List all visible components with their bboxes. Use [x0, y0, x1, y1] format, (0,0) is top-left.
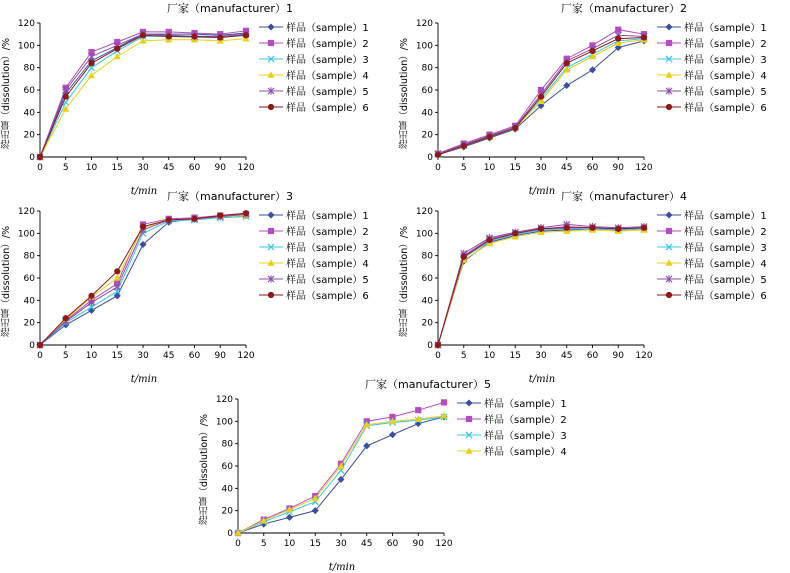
- svg-text:20: 20: [421, 318, 433, 329]
- svg-text:120: 120: [415, 19, 433, 29]
- plot-svg: [412, 203, 652, 373]
- legend-marker-icon: [258, 289, 284, 301]
- legend-label: 样品（sample）3: [484, 431, 567, 442]
- legend-label: 样品（sample）3: [684, 243, 767, 254]
- svg-text:15: 15: [111, 351, 123, 361]
- svg-text:80: 80: [23, 251, 35, 262]
- svg-text:30: 30: [137, 351, 149, 361]
- svg-text:120: 120: [435, 539, 452, 549]
- legend-item[interactable]: [258, 255, 369, 270]
- legend-marker-icon: [258, 69, 284, 81]
- legend-item[interactable]: [258, 287, 369, 302]
- svg-text:120: 120: [17, 207, 35, 217]
- plot-area: [412, 15, 652, 197]
- legend-label: 样品（sample）2: [484, 415, 567, 426]
- svg-text:40: 40: [221, 484, 233, 495]
- svg-text:0: 0: [29, 341, 35, 351]
- chart-title: 厂家（manufacturer）2: [561, 2, 687, 15]
- legend-item[interactable]: [258, 67, 369, 82]
- legend-marker-icon: [656, 241, 682, 253]
- legend-marker-icon: [656, 85, 682, 97]
- legend-marker-icon: [258, 241, 284, 253]
- legend-item[interactable]: [456, 427, 567, 442]
- svg-text:80: 80: [421, 63, 433, 74]
- legend-item[interactable]: [258, 51, 369, 66]
- svg-text:90: 90: [214, 163, 226, 173]
- legend-marker-icon: [258, 85, 284, 97]
- legend-item[interactable]: [656, 51, 767, 66]
- legend-label: 样品（sample）2: [684, 227, 767, 238]
- chart-panel-manufacturer-1: [0, 2, 400, 197]
- chart-panel-manufacturer-4: [398, 190, 790, 385]
- y-axis-label: 溶出量（dissolution）/%: [399, 226, 410, 338]
- legend-item[interactable]: [656, 287, 767, 302]
- legend-label: 样品（sample）6: [286, 291, 369, 302]
- legend-marker-icon: [258, 273, 284, 285]
- svg-text:40: 40: [23, 296, 35, 307]
- svg-text:120: 120: [635, 351, 652, 361]
- legend: [258, 19, 369, 115]
- legend-marker-icon: [258, 37, 284, 49]
- svg-text:60: 60: [586, 351, 599, 361]
- legend-marker-icon: [258, 101, 284, 113]
- chart-title: 厂家（manufacturer）5: [365, 378, 491, 391]
- svg-text:30: 30: [137, 163, 149, 173]
- legend-label: 样品（sample）5: [684, 275, 767, 286]
- legend-item[interactable]: [258, 271, 369, 286]
- svg-text:120: 120: [237, 351, 254, 361]
- chart-title: 厂家（manufacturer）3: [167, 190, 293, 203]
- legend-marker-icon: [656, 273, 682, 285]
- y-axis-label: 溶出量（dissolution）/%: [1, 226, 12, 338]
- x-axis-label: t/min: [328, 562, 356, 573]
- svg-text:60: 60: [386, 539, 399, 549]
- legend-item[interactable]: [656, 19, 767, 34]
- svg-text:5: 5: [460, 351, 467, 361]
- svg-text:100: 100: [415, 41, 433, 52]
- legend-label: 样品（sample）2: [684, 39, 767, 50]
- legend: [258, 207, 369, 303]
- legend-marker-icon: [656, 209, 682, 221]
- legend-label: 样品（sample）4: [286, 71, 369, 82]
- legend-label: 样品（sample）5: [286, 275, 369, 286]
- legend-label: 样品（sample）1: [286, 23, 369, 34]
- legend: [656, 207, 767, 303]
- chart-panel-manufacturer-5: [198, 378, 598, 573]
- legend-marker-icon: [456, 413, 482, 425]
- svg-text:45: 45: [561, 351, 573, 361]
- legend-marker-icon: [456, 429, 482, 441]
- plot-svg: [14, 15, 254, 185]
- svg-text:15: 15: [309, 539, 321, 549]
- svg-text:45: 45: [163, 351, 175, 361]
- svg-text:40: 40: [421, 108, 433, 119]
- legend-item[interactable]: [456, 411, 567, 426]
- svg-text:15: 15: [509, 351, 521, 361]
- svg-text:10: 10: [85, 351, 98, 361]
- svg-text:120: 120: [215, 395, 233, 405]
- legend-marker-icon: [258, 53, 284, 65]
- svg-text:120: 120: [237, 163, 254, 173]
- chart-panel-manufacturer-2: [398, 2, 790, 197]
- legend-item[interactable]: [258, 239, 369, 254]
- svg-text:80: 80: [23, 63, 35, 74]
- legend-item[interactable]: [258, 207, 369, 222]
- legend-label: 样品（sample）3: [286, 243, 369, 254]
- svg-text:5: 5: [62, 351, 69, 361]
- svg-text:0: 0: [427, 153, 433, 163]
- svg-text:0: 0: [37, 351, 43, 361]
- legend-item[interactable]: [258, 223, 369, 238]
- svg-text:0: 0: [235, 539, 241, 549]
- legend-label: 样品（sample）5: [684, 87, 767, 98]
- svg-text:5: 5: [62, 163, 69, 173]
- svg-text:0: 0: [29, 153, 35, 163]
- plot-svg: [412, 15, 652, 185]
- chart-title: 厂家（manufacturer）4: [561, 190, 687, 203]
- legend-item[interactable]: [258, 83, 369, 98]
- legend-item[interactable]: [656, 35, 767, 50]
- legend-marker-icon: [456, 445, 482, 457]
- svg-text:10: 10: [85, 163, 98, 173]
- svg-text:90: 90: [612, 351, 624, 361]
- svg-text:45: 45: [561, 163, 573, 173]
- svg-text:100: 100: [415, 229, 433, 240]
- legend-marker-icon: [656, 289, 682, 301]
- legend-item[interactable]: [656, 99, 767, 114]
- svg-text:80: 80: [221, 439, 233, 450]
- legend: [656, 19, 767, 115]
- legend-item[interactable]: [656, 271, 767, 286]
- legend: [456, 395, 567, 459]
- svg-text:45: 45: [361, 539, 373, 549]
- svg-text:100: 100: [17, 229, 35, 240]
- legend-marker-icon: [656, 101, 682, 113]
- plot-area: [212, 391, 452, 573]
- svg-text:60: 60: [188, 163, 201, 173]
- legend-marker-icon: [656, 225, 682, 237]
- svg-text:60: 60: [188, 351, 201, 361]
- legend-label: 样品（sample）1: [286, 211, 369, 222]
- svg-text:100: 100: [215, 417, 233, 428]
- plot-area: [14, 203, 254, 385]
- legend-label: 样品（sample）6: [684, 291, 767, 302]
- x-axis-label: t/min: [130, 374, 158, 385]
- svg-text:15: 15: [509, 163, 521, 173]
- legend-label: 样品（sample）6: [286, 103, 369, 114]
- legend-item[interactable]: [456, 443, 567, 458]
- plot-area: [412, 203, 652, 385]
- svg-text:60: 60: [23, 86, 35, 96]
- legend-label: 样品（sample）4: [684, 259, 767, 270]
- svg-text:0: 0: [227, 529, 233, 539]
- legend-marker-icon: [258, 209, 284, 221]
- svg-text:15: 15: [111, 163, 123, 173]
- svg-text:20: 20: [23, 130, 35, 141]
- svg-text:100: 100: [17, 41, 35, 52]
- svg-text:20: 20: [221, 506, 233, 517]
- x-axis-label: t/min: [528, 374, 556, 385]
- svg-text:0: 0: [37, 163, 43, 173]
- svg-text:5: 5: [460, 163, 467, 173]
- legend-marker-icon: [656, 69, 682, 81]
- legend-label: 样品（sample）3: [684, 55, 767, 66]
- x-axis-label: t/min: [528, 186, 556, 197]
- legend-label: 样品（sample）5: [286, 87, 369, 98]
- svg-text:45: 45: [163, 163, 175, 173]
- y-axis-label: 溶出量（dissolution）/%: [199, 414, 210, 526]
- legend-marker-icon: [656, 53, 682, 65]
- svg-text:30: 30: [535, 351, 547, 361]
- legend-label: 样品（sample）1: [684, 211, 767, 222]
- svg-text:60: 60: [586, 163, 599, 173]
- plot-svg: [14, 203, 254, 373]
- legend-label: 样品（sample）2: [286, 227, 369, 238]
- legend-marker-icon: [258, 21, 284, 33]
- legend-marker-icon: [258, 257, 284, 269]
- x-axis-label: t/min: [130, 186, 158, 197]
- svg-text:120: 120: [415, 207, 433, 217]
- legend-marker-icon: [456, 397, 482, 409]
- svg-text:30: 30: [535, 163, 547, 173]
- svg-text:5: 5: [260, 539, 267, 549]
- svg-text:0: 0: [435, 163, 441, 173]
- svg-text:20: 20: [421, 130, 433, 141]
- legend-label: 样品（sample）6: [684, 103, 767, 114]
- y-axis-label: 溶出量（dissolution）/%: [1, 38, 12, 150]
- svg-text:0: 0: [427, 341, 433, 351]
- legend-item[interactable]: [656, 83, 767, 98]
- svg-text:10: 10: [483, 163, 496, 173]
- y-axis-label: 溶出量（dissolution）/%: [399, 38, 410, 150]
- legend-label: 样品（sample）3: [286, 55, 369, 66]
- svg-text:60: 60: [421, 274, 433, 284]
- chart-panel-manufacturer-3: [0, 190, 400, 385]
- legend-item[interactable]: [258, 19, 369, 34]
- legend-item[interactable]: [656, 223, 767, 238]
- legend-marker-icon: [656, 257, 682, 269]
- svg-text:90: 90: [214, 351, 226, 361]
- svg-text:30: 30: [335, 539, 347, 549]
- legend-item[interactable]: [656, 67, 767, 82]
- legend-item[interactable]: [456, 395, 567, 410]
- legend-label: 样品（sample）1: [484, 399, 567, 410]
- plot-area: [14, 15, 254, 197]
- svg-text:60: 60: [421, 86, 433, 96]
- legend-item[interactable]: [258, 35, 369, 50]
- svg-text:40: 40: [421, 296, 433, 307]
- legend-label: 样品（sample）4: [684, 71, 767, 82]
- legend-label: 样品（sample）1: [684, 23, 767, 34]
- chart-title: 厂家（manufacturer）1: [167, 2, 293, 15]
- legend-item[interactable]: [656, 207, 767, 222]
- svg-text:80: 80: [421, 251, 433, 262]
- svg-text:10: 10: [483, 351, 496, 361]
- legend-item[interactable]: [656, 239, 767, 254]
- svg-text:0: 0: [435, 351, 441, 361]
- legend-marker-icon: [656, 37, 682, 49]
- svg-text:10: 10: [283, 539, 296, 549]
- legend-label: 样品（sample）2: [286, 39, 369, 50]
- svg-text:20: 20: [23, 318, 35, 329]
- plot-svg: [212, 391, 452, 561]
- svg-text:120: 120: [17, 19, 35, 29]
- svg-text:40: 40: [23, 108, 35, 119]
- legend-item[interactable]: [656, 255, 767, 270]
- legend-marker-icon: [656, 21, 682, 33]
- legend-label: 样品（sample）4: [484, 447, 567, 458]
- svg-text:60: 60: [23, 274, 35, 284]
- svg-text:90: 90: [612, 163, 624, 173]
- svg-text:120: 120: [635, 163, 652, 173]
- svg-text:90: 90: [412, 539, 424, 549]
- svg-text:60: 60: [221, 462, 233, 472]
- legend-marker-icon: [258, 225, 284, 237]
- legend-item[interactable]: [258, 99, 369, 114]
- legend-label: 样品（sample）4: [286, 259, 369, 270]
